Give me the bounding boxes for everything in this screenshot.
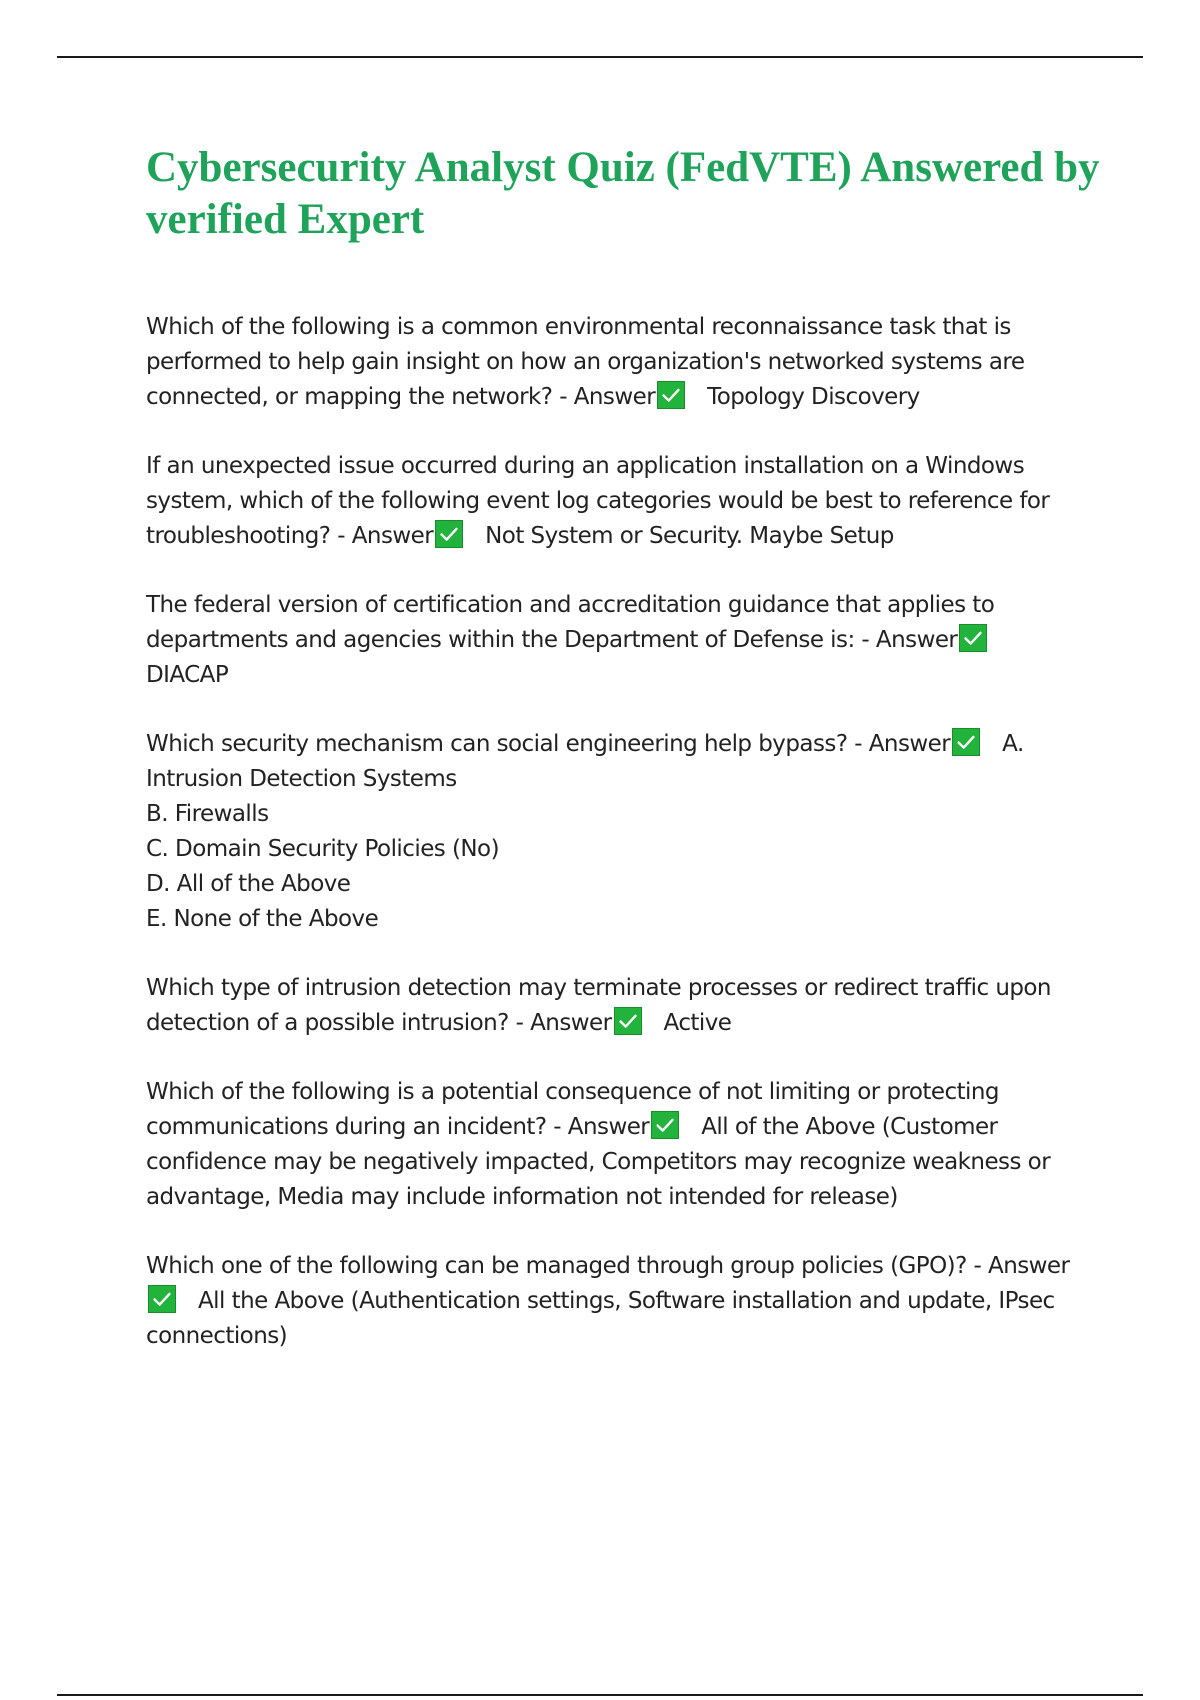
answer-label: Answer — [530, 1010, 612, 1036]
checkmark-box-icon — [952, 728, 980, 756]
answer-text: Active — [663, 1010, 732, 1036]
qa-item — [146, 310, 1091, 415]
qa-list — [146, 310, 1091, 1388]
answer-text: A. Intrusion Detection Systems B. Firewalls C. Domain Security Policies (No) D. All of the Above E. None of the Above — [146, 731, 1024, 932]
question-text: Which of the following is a common environmental reconnaissance task that is performed to help gain insight on how an organization's networked systems are connected, or mapping the network? - — [146, 314, 1025, 410]
question-text: Which of the following is a potential consequence of not limiting or protecting communications during an incident? - — [146, 1079, 999, 1140]
answer-text: All the Above (Authentication settings, Software installation and update, IPsec connections) — [146, 1288, 1055, 1349]
question-text: If an unexpected issue occurred during an application installation on a Windows system, which of the following event log categories would be best to reference for troubleshooting? - — [146, 453, 1050, 549]
question-text: Which security mechanism can social engineering help bypass? - — [146, 731, 869, 757]
checkmark-box-icon — [959, 624, 987, 652]
qa-item — [146, 1075, 1091, 1215]
checkmark-box-icon — [435, 520, 463, 548]
answer-label: Answer — [988, 1253, 1070, 1279]
question-text: Which type of intrusion detection may terminate processes or redirect traffic upon detection of a possible intrusion? - — [146, 975, 1051, 1036]
answer-label: Answer — [868, 731, 951, 757]
answer-text: Topology Discovery — [707, 384, 920, 410]
checkmark-box-icon — [651, 1111, 679, 1139]
qa-item — [146, 1249, 1091, 1354]
answer-text: DIACAP — [146, 662, 229, 688]
qa-item — [146, 449, 1091, 554]
document-title: Cybersecurity Analyst Quiz (FedVTE) Answered by verified Expert — [146, 144, 1100, 243]
answer-text: Not System or Security. Maybe Setup — [485, 523, 894, 549]
qa-item — [146, 588, 1091, 693]
answer-label: Answer — [351, 523, 434, 549]
checkmark-box-icon — [657, 381, 685, 409]
top-rule — [57, 56, 1143, 58]
checkmark-box-icon — [148, 1285, 176, 1313]
answer-text: All of the Above (Customer confidence may be negatively impacted, Competitors may recognize weakness or advantage, Media may include information not intended for release) — [146, 1114, 1051, 1210]
qa-item — [146, 971, 1091, 1041]
question-text: Which one of the following can be managed through group policies (GPO)? - — [146, 1253, 989, 1279]
answer-label: Answer — [573, 384, 656, 410]
question-text: The federal version of certification and accreditation guidance that applies to departments and agencies within the Department of Defense is: - — [146, 592, 995, 653]
bottom-rule — [57, 1694, 1143, 1696]
answer-label: Answer — [567, 1114, 650, 1140]
answer-label: Answer — [875, 627, 958, 653]
qa-item — [146, 727, 1091, 937]
checkmark-box-icon — [614, 1007, 642, 1035]
